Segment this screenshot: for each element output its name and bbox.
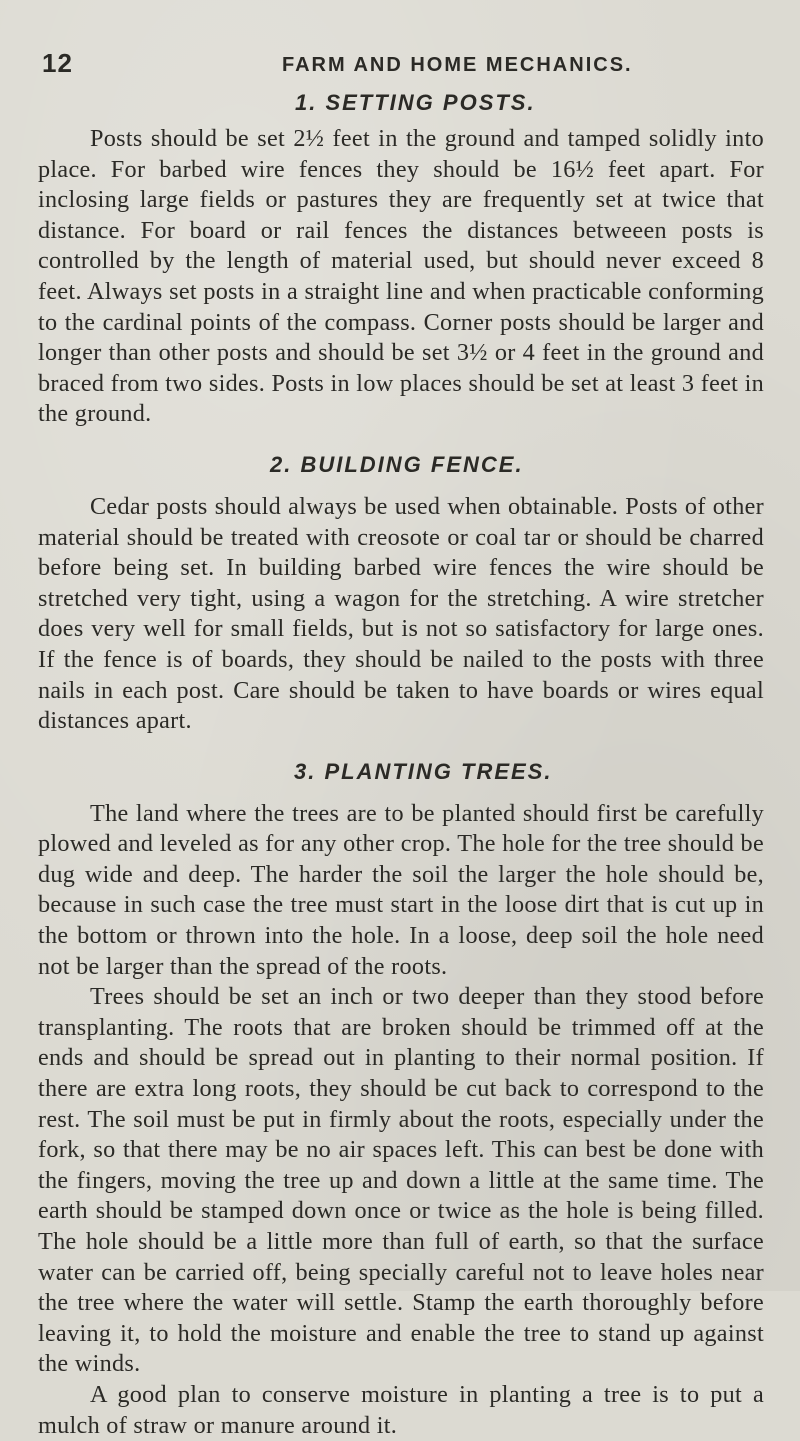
section-title: 2. BUILDING FENCE. (270, 451, 524, 477)
paragraph: Cedar posts should always be used when obtainable. Posts of other material should be treated with creosote or coal tar or should be charred before being set. In building barbed wire fences the wire should be stretched very tight, using a wagon for the stretching. A wire stretcher does very well for small fields, but is not so satisfactory for large ones. If the fence is of boards, they should be nailed to the posts with three nails in each post. Care should be taken to have boards or wires equal distances apart. (38, 492, 764, 735)
paragraph: Posts should be set 2½ feet in the ground and tamped solidly into place. For barbed wire fences they should be 16½ feet apart. For inclosing large fields or pastures they are frequently set at twice that distance. For board or rail fences the distances betweeen posts is controlled by the length of material used, but should never exceed 8 feet. Always set posts in a straight line and when practicable conforming to the cardinal points of the compass. Corner posts should be larger and longer than other posts and should be set 3½ or 4 feet in the ground and braced from two sides. Posts in low places should be set at least 3 feet in the ground. (38, 125, 764, 428)
running-head: FARM AND HOME MECHANICS. (282, 54, 633, 76)
paragraph: A good plan to conserve moisture in planting a tree is to put a mulch of straw or manure around it. (38, 1380, 764, 1439)
section-setting-posts (38, 90, 764, 430)
section-title: 3. PLANTING TREES. (294, 758, 553, 784)
page-header (38, 48, 764, 88)
paragraph: Trees should be set an inch or two deeper than they stood before transplanting. The roots that are broken should be trimmed off at the ends and should be spread out in planting to their normal position. If there are extra long roots, they should be cut back to correspond to the rest. The soil must be put in firmly about the roots, especially under the fork, so that there may be no air spaces left. This can best be done with the fingers, moving the tree up and down a little at the same time. The earth should be stamped down once or twice as the hole is being filled. The hole should be a little more than full of earth, so that the surface water can be carried off, being specially careful not to leave holes near the tree where the water will settle. Stamp the earth thoroughly before leaving it, to hold the moisture and enable the tree to stand up against the winds. (38, 983, 764, 1378)
section-planting-trees (38, 759, 764, 1441)
page-number: 12 (42, 48, 73, 78)
section-building-fence (38, 452, 764, 737)
section-title: 1. SETTING POSTS. (295, 90, 536, 115)
paragraph: The land where the trees are to be planted should first be carefully plowed and leveled as for any other crop. The hole for the tree should be dug wide and deep. The harder the soil the larger the hole should be, because in such case the tree must start in the loose dirt that is cut up in the bottom or thrown into the hole. In a loose, deep soil the hole need not be larger than the spread of the roots. (38, 799, 764, 980)
